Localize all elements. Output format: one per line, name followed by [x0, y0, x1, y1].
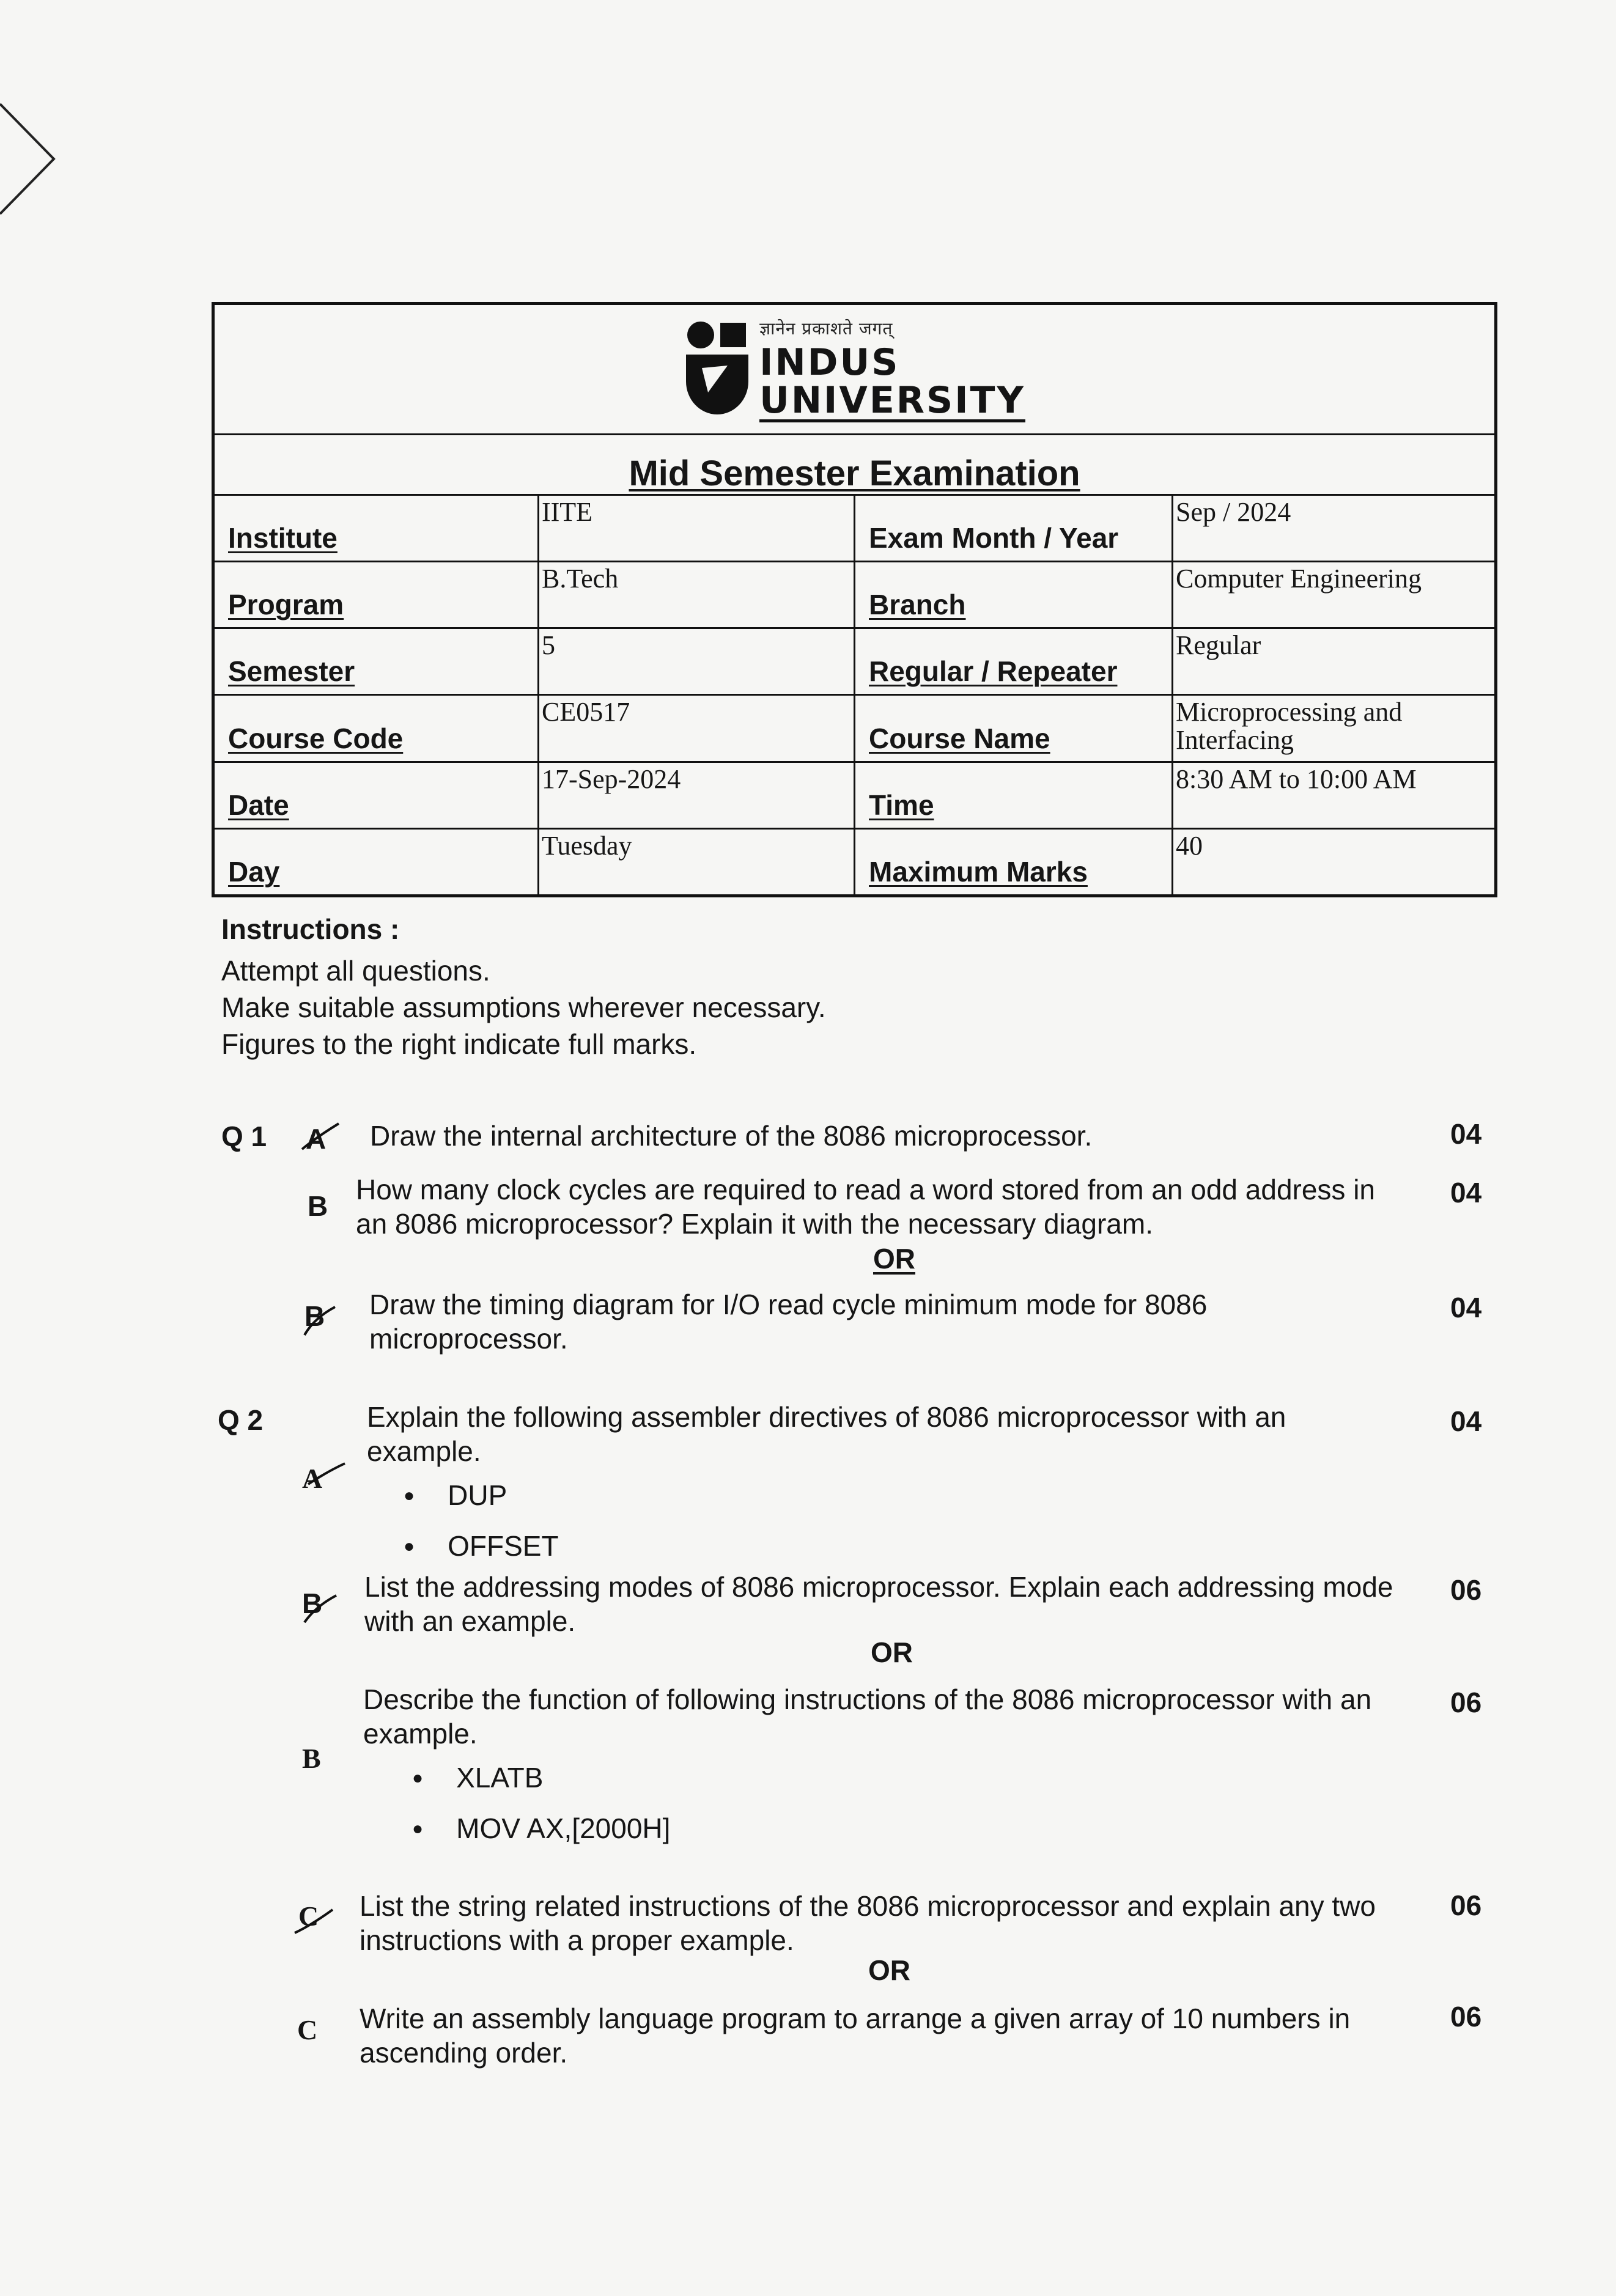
q2-b-pen-tick-mark: [298, 1588, 341, 1625]
list-item: ● OFFSET: [404, 1523, 559, 1573]
instruction-line: Make suitable assumptions wherever necessary.: [221, 992, 826, 1023]
q1-b-alt-pen-tick-mark: [300, 1301, 342, 1337]
q2-b-alt-text: [363, 1682, 1371, 1751]
q2-c-pen-tick-mark: [292, 1901, 335, 1938]
exam-month-label: Exam Month / Year: [855, 495, 1173, 562]
logo-tagline: ज्ञानेन प्रकाशते जगत्: [759, 318, 893, 339]
logo-name-line1: INDUS: [759, 340, 900, 384]
q2-c-marks: 06: [1450, 1889, 1482, 1921]
q2-c-alt-text-line2: ascending order.: [360, 2037, 568, 2069]
course-code-value: CE0517: [539, 695, 855, 762]
q2-b-letter: B: [302, 1588, 323, 1619]
q2-c-alt-letter: C: [297, 2014, 318, 2045]
q1-b-text: [356, 1172, 1375, 1241]
regular-repeater-label: Regular / Repeater: [855, 628, 1173, 695]
q2-b-text-line1: List the addressing modes of 8086 microprocessor. Explain each addressing mode: [364, 1571, 1393, 1603]
course-name-line1: Microprocessing and: [1176, 697, 1403, 727]
q1-b-letter: B: [308, 1190, 328, 1222]
q2-c-text-line2: instructions with a proper example.: [360, 1924, 794, 1956]
instruction-line: Attempt all questions.: [221, 955, 490, 987]
q2-c-text-line1: List the string related instructions of the 8086 microprocessor and explain any two: [360, 1890, 1376, 1922]
day-label: Day: [213, 829, 539, 896]
exam-title: Mid Semester Examination: [629, 454, 1080, 493]
time-value: 8:30 AM to 10:00 AM: [1173, 762, 1496, 829]
exam-header-table: [212, 302, 1497, 897]
exam-title-cell: [213, 435, 1496, 495]
q1-a-text: Draw the internal architecture of the 8086 microprocessor.: [370, 1120, 1093, 1152]
q2-b-alt-instruction-list: [412, 1754, 670, 1856]
day-value: Tuesday: [539, 829, 855, 896]
exam-month-value: Sep / 2024: [1173, 495, 1496, 562]
q2-b-marks: 06: [1450, 1574, 1482, 1606]
q2-b-text-line2: with an example.: [364, 1605, 576, 1637]
q1-b-marks: 04: [1450, 1177, 1482, 1209]
semester-label: Semester: [213, 628, 539, 695]
q1-b-alt-text: [369, 1287, 1207, 1356]
q1-or-separator: OR: [873, 1243, 915, 1275]
list-item: ● DUP: [404, 1472, 559, 1523]
q2-b-alt-marks: 06: [1450, 1687, 1482, 1718]
course-name-line2: Interfacing: [1176, 725, 1294, 755]
q2-a-text-line2: example.: [367, 1435, 481, 1467]
q1-b-alt-letter: B: [304, 1300, 325, 1332]
course-name-label: Course Name: [855, 695, 1173, 762]
scan-corner-fold-mark: [0, 98, 67, 220]
logo-name-line2: UNIVERSITY: [759, 378, 1025, 422]
q1-a-pen-tick-mark: [298, 1119, 341, 1155]
q1-b-alt-marks: 04: [1450, 1292, 1482, 1323]
list-item: ● MOV AX,[2000H]: [412, 1805, 670, 1856]
q2-a-text-line1: Explain the following assembler directives of 8086 microprocessor with an: [367, 1401, 1286, 1433]
program-label: Program: [213, 562, 539, 628]
q1-b-alt-text-line2: microprocessor.: [369, 1323, 568, 1355]
q1-b-text-line1: How many clock cycles are required to read a word stored from an odd address in: [356, 1174, 1376, 1205]
course-name-value: [1173, 695, 1496, 762]
university-logo: [684, 317, 1025, 422]
q2-c-alt-text: [360, 2001, 1350, 2070]
q2-a-marks: 04: [1450, 1405, 1482, 1437]
time-label: Time: [855, 762, 1173, 829]
logo-cell: [213, 304, 1496, 435]
q1-a-marks: 04: [1450, 1118, 1482, 1150]
q2-c-letter: C: [298, 1900, 319, 1932]
instructions-title: Instructions :: [221, 913, 400, 945]
q2-c-alt-marks: 06: [1450, 2001, 1482, 2033]
q2-c-text: [360, 1889, 1376, 1957]
question-1-label: Q 1: [221, 1120, 267, 1152]
q2-a-pen-tick-mark: [306, 1460, 349, 1496]
institute-label: Institute: [213, 495, 539, 562]
q2-a-directive-list: [404, 1472, 559, 1573]
q2-c-alt-text-line1: Write an assembly language program to arrange a given array of 10 numbers in: [360, 2003, 1351, 2034]
q2-or-separator-2: OR: [868, 1954, 910, 1986]
regular-repeater-value: Regular: [1173, 628, 1496, 695]
q1-a-letter: A: [306, 1123, 327, 1155]
semester-value: 5: [539, 628, 855, 695]
branch-label: Branch: [855, 562, 1173, 628]
question-2-label: Q 2: [218, 1404, 264, 1436]
q2-b-alt-text-line2: example.: [363, 1718, 478, 1750]
q1-b-text-line2: an 8086 microprocessor? Explain it with the necessary diagram.: [356, 1208, 1153, 1240]
q2-b-text: [364, 1570, 1393, 1638]
max-marks-label: Maximum Marks: [855, 829, 1173, 896]
list-item: ● XLATB: [412, 1754, 670, 1805]
indus-university-emblem-icon: [684, 320, 751, 418]
institute-value: IITE: [539, 495, 855, 562]
q2-b-alt-text-line1: Describe the function of following instructions of the 8086 microprocessor with an: [363, 1683, 1372, 1715]
instruction-line: Figures to the right indicate full marks.: [221, 1028, 697, 1060]
q2-a-letter: A: [302, 1463, 323, 1494]
instructions-block: [221, 911, 826, 1062]
course-code-label: Course Code: [213, 695, 539, 762]
q2-or-separator-1: OR: [871, 1636, 913, 1668]
q1-b-alt-text-line1: Draw the timing diagram for I/O read cycle minimum mode for 8086: [369, 1289, 1208, 1320]
program-value: B.Tech: [539, 562, 855, 628]
branch-value: Computer Engineering: [1173, 562, 1496, 628]
q2-a-text: [367, 1400, 1286, 1468]
max-marks-value: 40: [1173, 829, 1496, 896]
q2-b-alt-letter: B: [302, 1743, 321, 1774]
date-value: 17-Sep-2024: [539, 762, 855, 829]
date-label: Date: [213, 762, 539, 829]
